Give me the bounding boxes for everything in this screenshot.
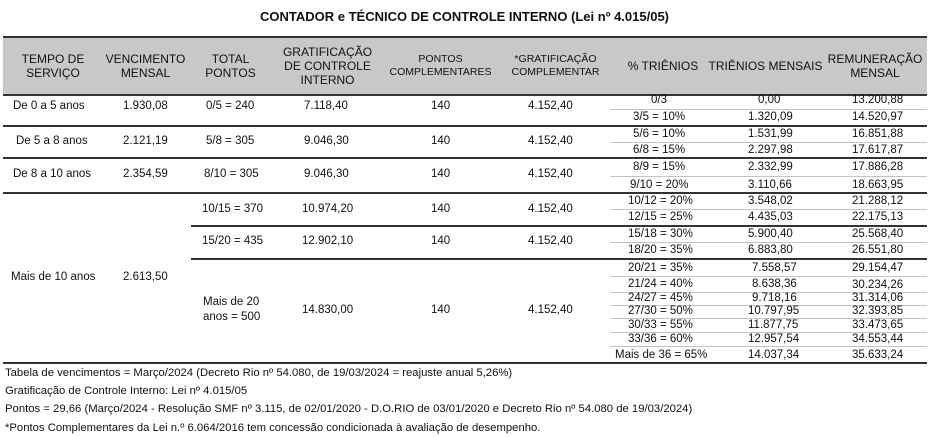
trienio-valor-cell: 4.435,03 [748, 211, 793, 223]
header-trienios-mensais: TRIÊNIOS MENSAIS [708, 59, 823, 73]
pct-trienio-cell: 20/21 = 35% [628, 262, 693, 274]
trienio-valor-cell: 14.037,34 [748, 349, 800, 361]
row-divider [610, 276, 927, 277]
remuneracao-cell: 25.568,40 [852, 228, 904, 240]
remuneracao-cell: 34.553,44 [852, 333, 904, 345]
trienio-valor-cell: 2.332,99 [748, 161, 793, 173]
trienio-valor-cell: 9.718,16 [752, 292, 797, 304]
header-tempo-servico: TEMPO DE SERVIÇO [21, 52, 85, 80]
table-header [3, 36, 927, 96]
row-divider [610, 109, 927, 110]
grat-comp-cell: 4.152,40 [528, 235, 573, 247]
tempo-cell: De 8 a 10 anos [13, 168, 92, 180]
pct-trienio-cell: 6/8 = 15% [633, 144, 686, 156]
remuneracao-cell: 21.288,12 [852, 195, 904, 207]
trienio-valor-cell: 8.638,36 [752, 278, 797, 290]
trienio-valor-cell: 0,00 [758, 94, 781, 106]
header-gratificacao-controle: GRATIFICAÇÃO DE CONTROLE INTERNO [282, 45, 373, 87]
row-divider [610, 242, 927, 243]
group-divider [3, 125, 927, 127]
footnote: Pontos = 29,66 (Março/2024 - Resolução SMF nº 3.115, de 02/01/2020 - D.O.RIO de 03/01/2020 e Decreto Rio nº 54.080 de 19/03/2024) [5, 403, 693, 416]
gratificacao-cell: 9.046,30 [304, 168, 349, 180]
trienio-valor-cell: 12.957,54 [748, 333, 800, 345]
header-gratificacao-complementar: *GRATIFICAÇÃO COMPLEMENTAR [511, 53, 600, 78]
remuneracao-cell: 17.617,87 [852, 144, 904, 156]
group-divider [3, 192, 927, 194]
pct-trienio-cell: 15/18 = 30% [628, 228, 693, 240]
group-divider [191, 225, 927, 227]
gratificacao-cell: 10.974,20 [302, 203, 354, 215]
remuneracao-cell: 22.175,13 [852, 211, 904, 223]
remuneracao-cell: 26.551,80 [852, 244, 904, 256]
header-vencimento-mensal: VENCIMENTO MENSAL [105, 52, 186, 80]
group-divider [191, 258, 927, 260]
pct-trienio-cell: 21/24 = 40% [628, 278, 693, 290]
vencimento-cell: 2.354,59 [123, 168, 168, 180]
trienio-valor-cell: 1.320,09 [748, 111, 793, 123]
grat-comp-cell: 4.152,40 [528, 135, 573, 147]
grat-comp-cell: 4.152,40 [528, 168, 573, 180]
pontos-comp-cell: 140 [431, 100, 451, 112]
gratificacao-cell: 7.118,40 [304, 100, 348, 112]
row-divider [610, 346, 927, 347]
trienio-valor-cell: 1.531,99 [748, 128, 793, 140]
vencimento-cell: 2.121,19 [123, 135, 168, 147]
trienio-valor-cell: 11.877,75 [748, 319, 799, 331]
footnote: Gratificação de Controle Interno: Lei nº 4.015/05 [5, 385, 248, 398]
header-total-pontos: TOTAL PONTOS [205, 52, 256, 80]
vencimento-cell: 2.613,50 [123, 271, 168, 283]
group-divider [3, 157, 927, 159]
remuneracao-cell: 31.314,06 [852, 292, 904, 304]
header-remuneracao-mensal: REMUNERAÇÃO MENSAL [827, 52, 923, 80]
total-pontos-cell: 8/10 = 305 [204, 168, 259, 180]
trienio-valor-cell: 10.797,95 [748, 305, 800, 317]
pct-trienio-cell: 24/27 = 45% [628, 292, 693, 304]
trienio-valor-cell: 6.883,80 [748, 244, 793, 256]
total-pontos-cell: 0/5 = 240 [206, 100, 255, 112]
pontos-comp-cell: 140 [431, 203, 451, 215]
header-pct-trienios: % TRIÊNIOS [627, 59, 699, 73]
total-pontos-cell: 15/20 = 435 [202, 235, 264, 247]
pct-trienio-cell: 5/6 = 10% [633, 128, 686, 140]
total-pontos-cell: Mais de 20 anos = 500 [203, 296, 261, 323]
remuneracao-cell: 30.234,26 [852, 279, 904, 291]
pct-trienio-cell: 0/3 [651, 94, 667, 106]
trienio-valor-cell: 2.297,98 [748, 144, 793, 156]
vencimento-cell: 1.930,08 [123, 100, 168, 112]
pct-trienio-cell: 30/33 = 55% [628, 319, 693, 331]
row-divider [610, 176, 927, 177]
remuneracao-cell: 14.520,97 [852, 111, 904, 123]
remuneracao-cell: 29.154,47 [852, 262, 904, 274]
remuneracao-cell: 32.393,85 [852, 305, 904, 317]
gratificacao-cell: 14.830,00 [302, 304, 354, 316]
pct-trienio-cell: Mais de 36 = 65% [615, 349, 708, 361]
pct-trienio-cell: 3/5 = 10% [633, 111, 686, 123]
grat-comp-cell: 4.152,40 [528, 203, 573, 215]
pct-trienio-cell: 27/30 = 50% [628, 305, 693, 317]
pct-trienio-cell: 8/9 = 15% [633, 161, 686, 173]
pct-trienio-cell: 12/15 = 25% [628, 211, 693, 223]
tempo-cell: De 0 a 5 anos [13, 100, 85, 112]
gratificacao-cell: 12.902,10 [302, 235, 354, 247]
tempo-cell: Mais de 10 anos [11, 271, 96, 283]
remuneracao-cell: 33.473,65 [852, 319, 904, 331]
trienio-valor-cell: 5.900,40 [748, 228, 793, 240]
header-pontos-complementares: PONTOS COMPLEMENTARES [389, 53, 492, 78]
total-pontos-cell: 10/15 = 370 [202, 203, 264, 215]
trienio-valor-cell: 3.110,66 [748, 179, 792, 191]
remuneracao-cell: 18.663,95 [852, 179, 904, 191]
grat-comp-cell: 4.152,40 [528, 100, 573, 112]
total-pontos-cell: 5/8 = 305 [206, 135, 255, 147]
pontos-comp-cell: 140 [431, 135, 451, 147]
row-divider [610, 209, 927, 210]
pontos-comp-cell: 140 [431, 168, 451, 180]
footnote: *Pontos Complementares da Lei n.º 6.064/2016 tem concessão condicionada à avaliação de desempenho. [5, 421, 541, 434]
grat-comp-cell: 4.152,40 [528, 304, 573, 316]
remuneracao-cell: 17.886,28 [852, 161, 904, 173]
pct-trienio-cell: 18/20 = 35% [628, 244, 693, 256]
row-divider [610, 142, 927, 143]
trienio-valor-cell: 3.548,02 [748, 195, 793, 207]
gratificacao-cell: 9.046,30 [304, 135, 349, 147]
tempo-cell: De 5 a 8 anos [16, 135, 88, 147]
table-title: CONTADOR e TÉCNICO DE CONTROLE INTERNO (Lei nº 4.015/05) [260, 9, 669, 24]
pontos-comp-cell: 140 [431, 235, 451, 247]
trienio-valor-cell: 7.558,57 [752, 262, 797, 274]
pct-trienio-cell: 9/10 = 20% [630, 179, 689, 191]
footnotes [5, 364, 692, 437]
remuneracao-cell: 35.633,24 [852, 349, 904, 361]
pct-trienio-cell: 10/12 = 20% [628, 195, 693, 207]
pontos-comp-cell: 140 [431, 304, 451, 316]
remuneracao-cell: 16.851,88 [852, 128, 904, 140]
remuneracao-cell: 13.200,88 [852, 94, 904, 106]
pct-trienio-cell: 33/36 = 60% [628, 333, 693, 345]
footnote: Tabela de vencimentos = Março/2024 (Decreto Rio nº 54.080, de 19/03/2024 = reajuste anual 5,26%) [5, 367, 513, 379]
